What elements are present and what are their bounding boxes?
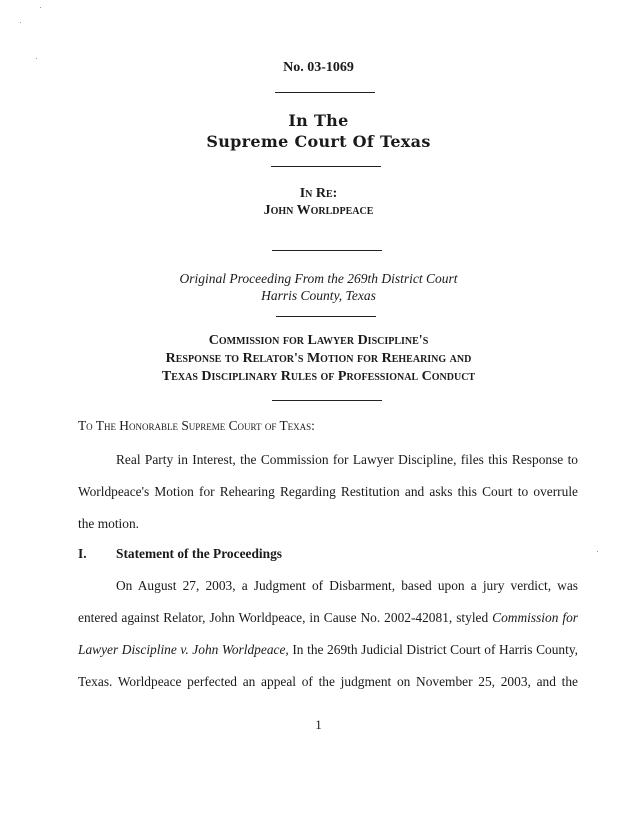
page-number: 1 [315, 717, 322, 732]
paragraph-line: Worldpeace's Motion for Rehearing Regarding Restitution and asks this Court to overrule [78, 484, 578, 499]
paragraph-line: On August 27, 2003, a Judgment of Disbarment, based upon a jury verdict, was [116, 578, 578, 593]
in-re-label: In Re: [299, 186, 338, 201]
paragraph-text: entered against Relator, John Worldpeace, in Cause No. 2002-42081, styled [78, 610, 493, 625]
scan-speck [40, 7, 41, 8]
divider-rule [275, 92, 375, 93]
paragraph-text: , In the 269th Judicial District Court of Harris County, [285, 642, 578, 657]
salutation: To The Honorable Supreme Court of Texas: [78, 418, 315, 433]
court-line-2: Supreme Court Of Texas [206, 132, 431, 151]
divider-rule [272, 250, 382, 251]
divider-rule [276, 316, 376, 317]
case-style-text: Commission for [492, 610, 578, 625]
court-line-1: In The [288, 111, 349, 130]
proceeding-line-1: Original Proceeding From the 269th District Court [179, 271, 458, 286]
divider-rule [271, 166, 381, 167]
document-title-line-2: Response to Relator's Motion for Rehearing and [165, 351, 472, 366]
divider-rule [272, 400, 382, 401]
case-style-text: Lawyer Discipline v. John Worldpeace [78, 642, 286, 657]
document-title-line-1: Commission for Lawyer Discipline's [208, 333, 429, 348]
section-heading: Statement of the Proceedings [116, 546, 282, 561]
paragraph-line [78, 602, 578, 634]
document-title-line-3: Texas Disciplinary Rules of Professional Conduct [161, 369, 476, 384]
proceeding-line-2: Harris County, Texas [261, 288, 376, 303]
proceedings-paragraph [78, 570, 578, 698]
intro-paragraph [78, 444, 578, 540]
scan-speck [597, 551, 598, 552]
section-number: I. [78, 546, 87, 561]
paragraph-line: Real Party in Interest, the Commission for Lawyer Discipline, files this Response to [116, 452, 578, 467]
scan-speck [20, 22, 21, 23]
paragraph-line [78, 634, 578, 666]
party-name: John Worldpeace [263, 203, 374, 218]
case-number: No. 03-1069 [283, 60, 354, 75]
paragraph-line: the motion. [78, 516, 139, 531]
scan-speck [36, 58, 37, 59]
paragraph-line: Texas. Worldpeace perfected an appeal of the judgment on November 25, 2003, and the [78, 674, 578, 689]
